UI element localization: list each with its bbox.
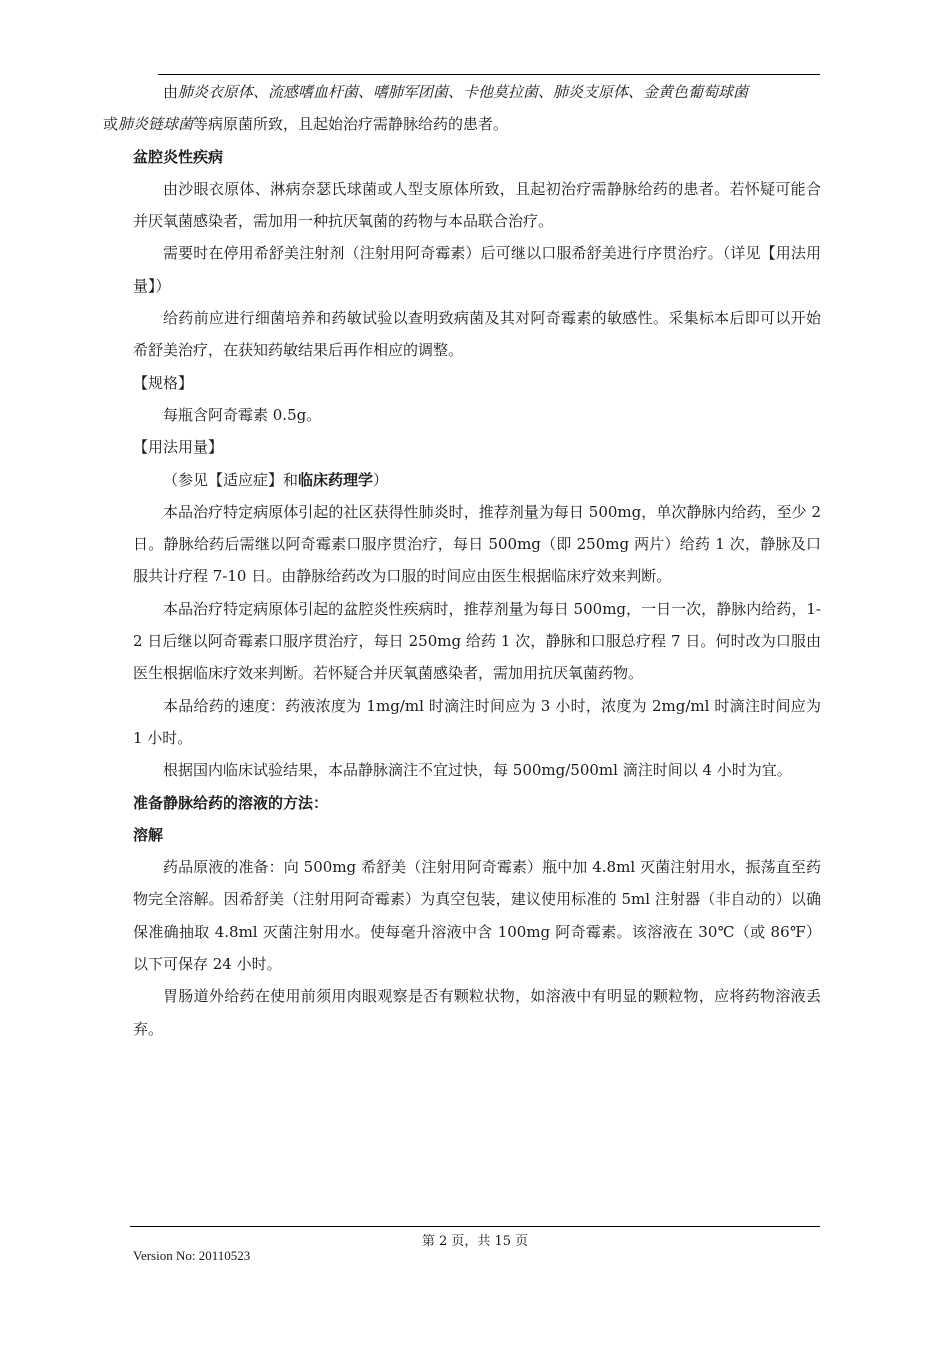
section-heading-specification: 【规格】	[133, 373, 194, 392]
paragraph: 药品原液的准备：向 500mg 希舒美（注射用阿奇霉素）瓶中加 4.8ml 灭菌注射用水，振荡直至药物完全溶解。因希舒美（注射用阿奇霉素）为真空包装，建议使用标准的 5ml 注射器（非自动的）以确保准确抽取 4.8ml 灭菌注射用水。使每毫升溶液中含 100mg 阿奇霉素。该溶液在 30℃（或 86℉）以下可保存 24 小时。	[133, 858, 821, 974]
section-heading-dissolution: 溶解	[133, 825, 164, 844]
paragraph: 根据国内临床试验结果，本品静脉滴注不宜过快，每 500mg/500ml 滴注时间以 4 小时为宜。	[163, 761, 792, 780]
text: 等病原菌所致，且起始治疗需静脉给药的患者。	[193, 115, 509, 134]
document-body	[103, 76, 821, 1045]
paragraph: 本品治疗特定病原体引起的社区获得性肺炎时，推荐剂量为每日 500mg，单次静脉内给药，至少 2 日。静脉给药后需继以阿奇霉素口服序贯治疗，每日 500mg（即 250mg 两片）给药 1 次，静脉及口服共计疗程 7-10 日。由静脉给药改为口服的时间应由医生根据临床疗效来判断。	[133, 502, 821, 586]
section-heading-pid: 盆腔炎性疾病	[133, 147, 224, 166]
paragraph-reference	[133, 464, 821, 496]
paragraph: 胃肠道外给药在使用前须用肉眼观察是否有颗粒状物，如溶液中有明显的颗粒物，应将药物溶液丢弃。	[133, 987, 821, 1038]
pathogen-name: 肺炎链球菌	[118, 115, 194, 134]
paragraph-pathogens	[103, 76, 821, 141]
text: ）	[373, 470, 389, 489]
page-number: 第 2 页，共 15 页	[421, 1234, 529, 1249]
text: （参见【适应症】和	[163, 470, 299, 489]
text: 或	[103, 115, 119, 134]
pathogen-list: 肺炎衣原体、流感嗜血杆菌、嗜肺军团菌、卡他莫拉菌、肺炎支原体、金黄色葡萄球菌	[178, 83, 749, 101]
paragraph: 给药前应进行细菌培养和药敏试验以查明致病菌及其对阿奇霉素的敏感性。采集标本后即可以开始希舒美治疗，在获知药敏结果后再作相应的调整。	[133, 309, 821, 360]
text: 由	[163, 83, 179, 101]
header-rule	[158, 74, 820, 75]
section-heading-dosage: 【用法用量】	[133, 438, 224, 457]
paragraph: 本品治疗特定病原体引起的盆腔炎性疾病时，推荐剂量为每日 500mg，一日一次，静脉内给药，1-2 日后继以阿奇霉素口服序贯治疗，每日 250mg 给药 1 次，静脉和口服总疗程 7 日。何时改为口服由医生根据临床疗效来判断。若怀疑合并厌氧菌感染者，需加用抗厌氧菌药物。	[133, 599, 821, 683]
paragraph: 本品给药的速度：药液浓度为 1mg/ml 时滴注时间应为 3 小时，浓度为 2mg/ml 时滴注时间应为 1 小时。	[133, 696, 821, 747]
paragraph: 每瓶含阿奇霉素 0.5g。	[163, 405, 322, 424]
version-number: Version No: 20110523	[133, 1248, 251, 1263]
section-heading-preparation: 准备静脉给药的溶液的方法：	[133, 793, 329, 812]
footer-rule	[130, 1226, 820, 1227]
paragraph: 需要时在停用希舒美注射剂（注射用阿奇霉素）后可继以口服希舒美进行序贯治疗。（详见【用法用量】）	[133, 244, 821, 295]
paragraph: 由沙眼衣原体、淋病奈瑟氏球菌或人型支原体所致，且起初治疗需静脉给药的患者。若怀疑可能合并厌氧菌感染者，需加用一种抗厌氧菌的药物与本品联合治疗。	[133, 179, 821, 231]
reference-bold: 临床药理学	[298, 470, 374, 489]
